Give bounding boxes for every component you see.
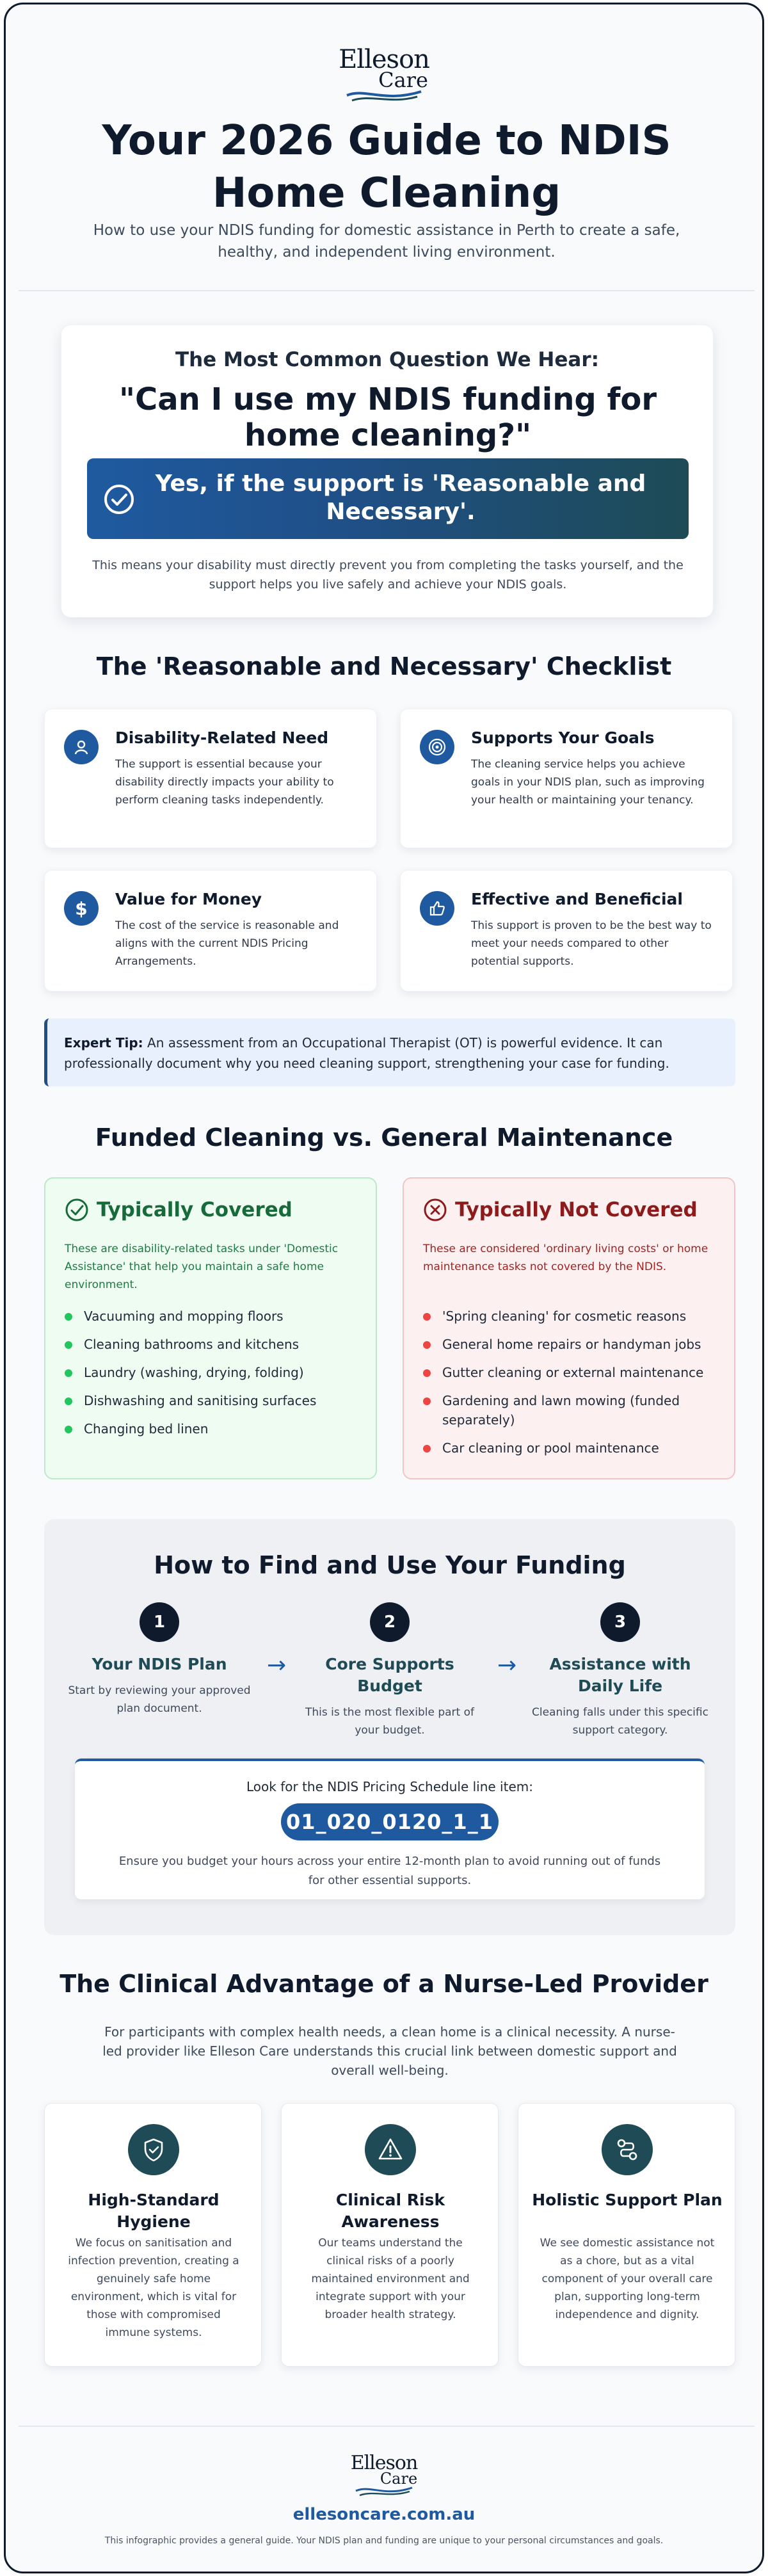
check-circle-icon	[102, 483, 136, 516]
divider	[19, 290, 755, 291]
wave-icon	[346, 89, 422, 103]
thumbs-up-icon	[420, 891, 454, 926]
checklist-card-title: Supports Your Goals	[471, 729, 655, 747]
check-circle-icon	[65, 1198, 89, 1222]
dollar-icon: $	[64, 891, 99, 926]
step-title: Core Supports Budget	[325, 1655, 454, 1695]
not-covered-desc: These are considered 'ordinary living costs' or home maintenance tasks not covered by the NDIS.	[423, 1243, 708, 1273]
funding-step	[294, 1602, 486, 1739]
expert-tip	[44, 1018, 735, 1086]
step-desc: This is the most flexible part of your budget.	[305, 1706, 474, 1737]
line-item-label: Look for the NDIS Pricing Schedule line item:	[246, 1779, 533, 1794]
covered-desc: These are disability-related tasks under 'Domestic Assistance' that help you maintain a safe home environment.	[65, 1243, 339, 1291]
feature-desc: We see domestic assistance not as a chore, but as a vital component of your overall care plan, supporting long-term independence and dignity.	[540, 2237, 715, 2321]
checklist-card-desc: The cleaning service helps you achieve goals in your NDIS plan, such as improving your health or maintaining your tenancy.	[471, 758, 705, 807]
wave-icon	[355, 2486, 413, 2497]
brand-name-bottom: Care	[380, 2470, 418, 2488]
covered-title: Typically Covered	[97, 1198, 292, 1221]
common-question-card	[61, 325, 714, 618]
list-item: General home repairs or handyman jobs	[423, 1335, 724, 1354]
footer-logo	[6, 2454, 762, 2497]
checklist-card	[400, 870, 733, 992]
website-link[interactable]: ellesoncare.com.au	[292, 2505, 476, 2524]
funding-step	[63, 1602, 255, 1718]
question-eyebrow: The Most Common Question We Hear:	[175, 348, 600, 371]
feature-desc: Our teams understand the clinical risks of a poorly maintained environment and integrate support with your broader health strategy.	[311, 2237, 470, 2321]
feature-card	[281, 2103, 499, 2367]
route-icon	[602, 2124, 653, 2175]
list-item: Changing bed linen	[65, 1419, 365, 1438]
covered-list	[65, 1307, 365, 1447]
x-circle-icon	[423, 1198, 447, 1222]
list-item: Laundry (washing, drying, folding)	[65, 1363, 365, 1382]
line-item-code: 01_020_0120_1_1	[281, 1803, 499, 1840]
shield-check-icon	[128, 2124, 179, 2175]
target-icon	[420, 730, 454, 764]
list-item: Vacuuming and mopping floors	[65, 1307, 365, 1326]
checklist-card-desc: The support is essential because your disability directly impacts your ability to perform cleaning tasks independently.	[115, 758, 334, 807]
step-desc: Cleaning falls under this specific support category.	[532, 1706, 708, 1737]
feature-title: Clinical Risk Awareness	[335, 2191, 445, 2231]
checklist-card-title: Effective and Beneficial	[471, 890, 683, 908]
step-number: 1	[140, 1602, 179, 1642]
step-desc: Start by reviewing your approved plan document.	[68, 1684, 251, 1715]
feature-title: High-Standard Hygiene	[88, 2191, 220, 2231]
checklist-card-desc: This support is proven to be the best way to meet your needs compared to other potential supports.	[471, 919, 712, 968]
checklist-card-title: Disability-Related Need	[115, 729, 329, 747]
brand-name-top: Elleson	[339, 45, 429, 74]
list-item: 'Spring cleaning' for cosmetic reasons	[423, 1307, 724, 1326]
expert-tip-label: Expert Tip:	[64, 1035, 143, 1051]
user-icon	[64, 730, 99, 764]
page-title: Your 2026 Guide to NDIS Home Cleaning	[102, 117, 671, 217]
expert-tip-text: An assessment from an Occupational Therapist (OT) is powerful evidence. It can professionally document why you need cleaning support, strengthening your case for funding.	[64, 1035, 669, 1071]
funding-title: How to Find and Use Your Funding	[154, 1551, 626, 1579]
brand-name-bottom: Care	[378, 68, 428, 92]
feature-desc: We focus on sanitisation and infection prevention, creating a genuinely safe home environment, which is vital for those with compromised immune systems.	[68, 2237, 239, 2339]
line-item-card	[75, 1759, 705, 1899]
step-number: 2	[370, 1602, 410, 1642]
checklist-card-desc: The cost of the service is reasonable and aligns with the current NDIS Pricing Arrangements.	[115, 919, 339, 968]
answer-explanation: This means your disability must directly prevent you from completing the tasks yourself, and the support helps you live safely and achieve your NDIS goals.	[92, 558, 684, 592]
feature-title: Holistic Support Plan	[532, 2191, 723, 2209]
checklist-card	[400, 709, 733, 848]
brand-logo	[6, 47, 762, 103]
page-subtitle: How to use your NDIS funding for domestic assistance in Perth to create a safe, healthy, and independent living environment.	[93, 222, 680, 261]
funding-step	[524, 1602, 716, 1739]
answer-banner	[87, 458, 689, 539]
not-covered-list	[423, 1307, 724, 1467]
not-covered-panel	[403, 1177, 735, 1479]
comparison-title: Funded Cleaning vs. General Maintenance	[95, 1123, 673, 1152]
funding-section	[44, 1519, 735, 1935]
step-title: Assistance with Daily Life	[549, 1655, 691, 1695]
line-item-note: Ensure you budget your hours across your entire 12-month plan to avoid running out of funds for other essential supports.	[118, 1855, 661, 1887]
checklist-card	[44, 709, 377, 848]
list-item: Car cleaning or pool maintenance	[423, 1438, 724, 1458]
question-headline: "Can I use my NDIS funding for home cleaning?"	[118, 382, 657, 453]
list-item: Cleaning bathrooms and kitchens	[65, 1335, 365, 1354]
step-title: Your NDIS Plan	[92, 1655, 227, 1673]
clinical-title: The Clinical Advantage of a Nurse-Led Provider	[60, 1970, 708, 1998]
checklist-card	[44, 870, 377, 992]
list-item: Gardening and lawn mowing (funded separately)	[423, 1391, 724, 1429]
list-item: Gutter cleaning or external maintenance	[423, 1363, 724, 1382]
warning-icon	[365, 2124, 416, 2175]
step-number: 3	[600, 1602, 640, 1642]
disclaimer: This infographic provides a general guide. Your NDIS plan and funding are unique to your personal circumstances and goals.	[104, 2536, 664, 2546]
infographic-frame	[4, 3, 764, 2573]
arrow-right-icon: →	[267, 1652, 287, 1678]
feature-card	[44, 2103, 262, 2367]
feature-card	[518, 2103, 735, 2367]
divider	[19, 2426, 755, 2427]
answer-text: Yes, if the support is 'Reasonable and Necessary'.	[155, 471, 646, 525]
covered-panel	[44, 1177, 377, 1479]
not-covered-title: Typically Not Covered	[455, 1198, 698, 1221]
checklist-card-title: Value for Money	[115, 890, 262, 908]
arrow-right-icon: →	[497, 1652, 517, 1678]
list-item: Dishwashing and sanitising surfaces	[65, 1391, 365, 1410]
clinical-subtitle: For participants with complex health needs, a clean home is a clinical necessity. A nurse-led provider like Elleson Care understands this crucial link between domestic support and overall well-being.	[102, 2024, 677, 2078]
checklist-title: The 'Reasonable and Necessary' Checklist	[96, 652, 672, 680]
brand-name-top: Elleson	[350, 2452, 418, 2474]
